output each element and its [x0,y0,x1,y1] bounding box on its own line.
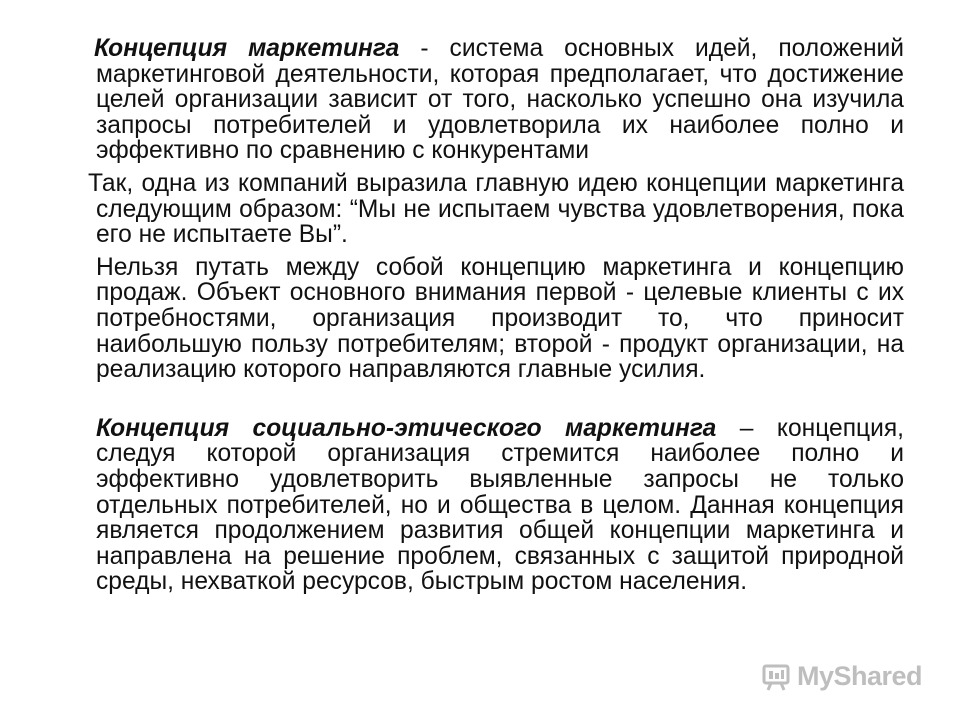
term-marketing-concept: Концепция маркетинга [94,35,400,62]
paragraph-company-example [88,169,904,249]
slide-body [88,35,904,596]
paragraph-social-ethical-marketing [96,416,904,595]
term-social-ethical-marketing: Концепция социально-этического маркетинга [96,414,717,442]
presentation-board-icon [761,662,791,692]
watermark-text: MyShared [796,661,922,691]
paragraph-text: Так, одна из компаний выразила главную идею концепции маркетинга следующим образом: “Мы не испытаем чувства удовлетворения, пока его не испытаете Вы”. [88,169,904,249]
paragraph-text: – концепция, следуя которой организация стремится наиболее полно и эффективно удовлетворить выявленные запросы не только отдельных потребителей, но и общества в целом. Данная концепция является продолжением развития общей концепции маркетинга и направлена на решение проблем, связанных с защитой природной среды, нехваткой ресурсов, быстрым ростом населения. [96,414,904,596]
paragraph-marketing-concept [96,36,904,164]
watermark [761,661,922,692]
paragraph-text: - система основных идей, положений маркетинговой деятельности, которая предполагает, что достижение целей организации зависит от того, насколько успешно она изучила запросы потребителей и удовлетворила их наиболее полно и эффективно по сравнению с конкурентами [96,35,904,165]
paragraph-marketing-vs-sales [96,255,904,383]
paragraph-text: Нельзя путать между собой концепцию маркетинга и концепцию продаж. Объект основного внимания первой - целевые клиенты с их потребностями, организация производит то, что приносит наибольшую пользу потребителям; второй - продукт организации, на реализацию которого направляются главные усилия. [96,253,904,384]
